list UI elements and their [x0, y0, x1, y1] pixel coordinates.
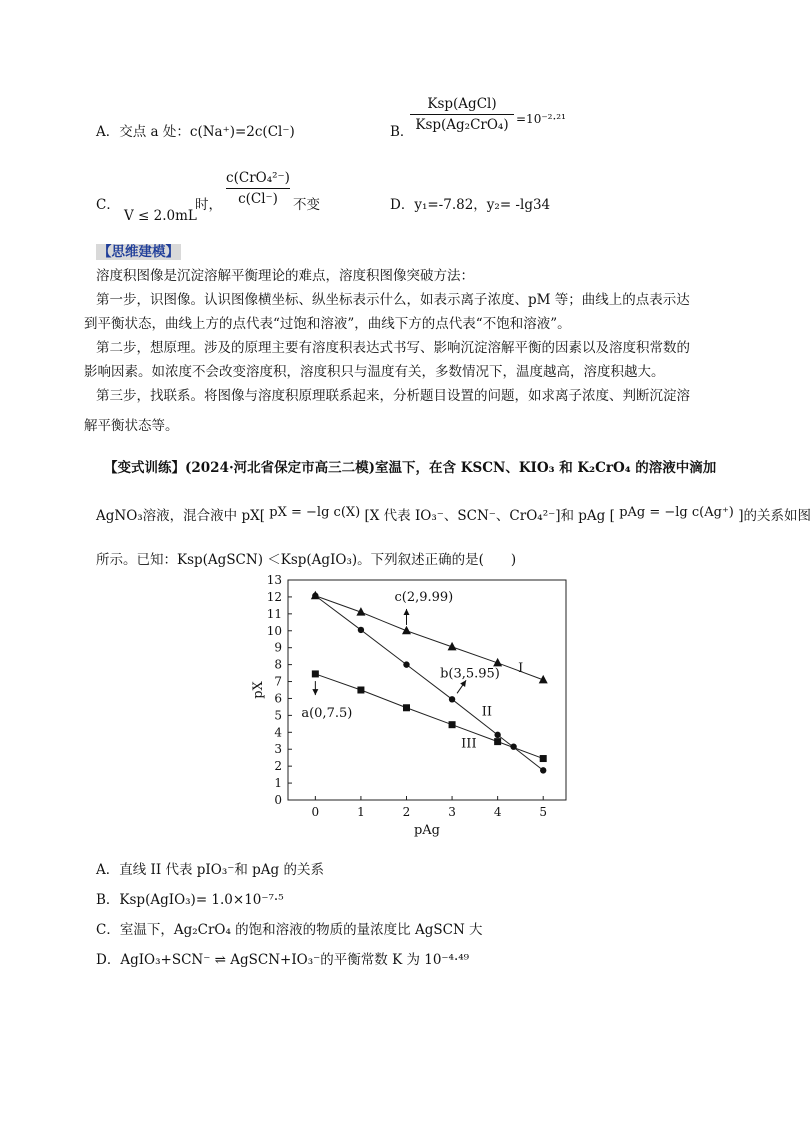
model-line: 到平衡状态，曲线上方的点代表“过饱和溶液”，曲线下方的点代表“不饱和溶液”。: [84, 316, 571, 332]
data-point-III: [540, 755, 547, 762]
option-b-numerator: Ksp(AgCl): [427, 96, 497, 112]
model-line: 第一步，识图像。认识图像横坐标、纵坐标表示什么，如表示离子浓度、pM 等；曲线上的点表示达: [96, 292, 690, 308]
px-formula: pX = −lg c(X): [269, 505, 361, 520]
model-line: 第三步，找联系。将图像与溶度积原理联系起来，分析题目设置的问题，如求离子浓度、判断沉淀溶: [96, 388, 690, 404]
plot-frame: [288, 580, 566, 800]
annotation-label: a(0,7.5): [301, 706, 353, 722]
data-point-extra: [510, 743, 516, 749]
x-tick-label: 2: [402, 805, 411, 819]
annotation-label: c(2,9.99): [394, 589, 454, 605]
answer-b: B．Ksp(AgIO₃)= 1.0×10⁻⁷·⁵: [96, 892, 284, 908]
model-line: 解平衡状态等。: [84, 418, 179, 434]
option-c-label: C．: [96, 197, 120, 213]
data-point-III: [403, 704, 410, 711]
x-tick-label: 3: [448, 805, 456, 819]
y-tick-label: 5: [274, 708, 282, 723]
option-c-condition: V ≤ 2.0mL: [124, 208, 197, 224]
data-point-II: [540, 767, 546, 773]
x-tick-label: 1: [357, 805, 365, 819]
y-axis-label: pX: [251, 681, 266, 699]
y-tick-label: 10: [266, 623, 282, 638]
option-b-denominator: Ksp(Ag₂CrO₄): [415, 117, 509, 133]
x-tick-label: 0: [311, 805, 320, 819]
model-line: 第二步，想原理。涉及的原理主要有溶度积表达式书写、影响沉淀溶解平衡的因素以及溶度积常数的: [96, 340, 690, 356]
data-point-III: [357, 687, 364, 694]
series-line-II: [315, 596, 543, 771]
data-point-II: [449, 696, 455, 702]
y-tick-label: 13: [266, 573, 282, 587]
exercise-line-2b: [X 代表 IO₃⁻、SCN⁻、CrO₄²⁻]和 pAg [: [364, 508, 615, 524]
model-tag-text: 【思维建模】: [98, 244, 179, 260]
y-tick-label: 12: [266, 589, 282, 604]
line-label-I: I: [518, 661, 524, 677]
option-c-numerator: c(CrO₄²⁻): [226, 170, 290, 186]
answer-a: A．直线 II 代表 pIO₃⁻和 pAg 的关系: [96, 862, 324, 878]
y-tick-label: 6: [274, 691, 282, 706]
data-point-III: [494, 738, 501, 745]
x-tick-label: 5: [539, 805, 548, 819]
answer-d: D．AgIO₃+SCN⁻ ⇌ AgSCN+IO₃⁻的平衡常数 K 为 10⁻⁴·⁴⁹: [96, 952, 470, 968]
annotation-label: b(3,5.95): [440, 666, 500, 682]
model-line: 影响因素。如浓度不会改变溶度积，溶度积只与温度有关，多数情况下，温度越高，溶度积越大。: [84, 364, 665, 380]
option-d-top: D．y₁=-7.82，y₂= -lg34: [390, 197, 551, 213]
exercise-line-2a: AgNO₃溶液，混合液中 pX[: [96, 508, 265, 524]
exercise-line-3: 所示。已知：Ksp(AgSCN) ＜Ksp(AgIO₃)。下列叙述正确的是( ): [96, 552, 517, 568]
option-a-top: A．交点 a 处：c(Na⁺)=2c(Cl⁻): [96, 124, 295, 140]
y-tick-label: 0: [274, 793, 282, 807]
y-tick-label: 4: [274, 725, 282, 740]
y-tick-label: 8: [274, 657, 282, 672]
line-label-II: II: [481, 704, 492, 720]
data-point-II: [403, 661, 409, 667]
answer-c: C．室温下，Ag₂CrO₄ 的饱和溶液的物质的量浓度比 AgSCN 大: [96, 922, 483, 938]
data-point-II: [358, 627, 364, 633]
pag-formula: pAg = −lg c(Ag⁺): [619, 505, 734, 520]
y-tick-label: 1: [274, 776, 282, 791]
y-tick-label: 11: [266, 606, 282, 621]
data-point-III: [449, 721, 456, 728]
option-b-label: B．: [390, 124, 414, 140]
data-point-II: [494, 732, 500, 738]
exercise-line-1: 【变式训练】(2024·河北省保定市高三二模)室温下，在含 KSCN、KIO₃ 和 K₂CrO₄ 的溶液中滴加: [104, 460, 717, 476]
annotation-arrow-head: [312, 689, 318, 695]
y-tick-label: 9: [274, 640, 282, 655]
data-point-II: [312, 593, 318, 599]
annotation-arrow-head: [403, 609, 409, 615]
y-tick-label: 7: [274, 674, 282, 689]
x-tick-label: 4: [493, 805, 502, 819]
exercise-line-2c: ]的关系如图: [738, 508, 811, 524]
option-c-tail: 不变: [293, 197, 320, 213]
line-label-III: III: [461, 736, 477, 752]
y-tick-label: 3: [274, 742, 282, 757]
data-point-III: [312, 670, 319, 677]
option-c-denominator: c(Cl⁻): [238, 191, 278, 207]
series-line-I: [315, 596, 543, 680]
option-c-mid: 时，: [195, 197, 222, 213]
model-line: 溶度积图像是沉淀溶解平衡理论的难点，溶度积图像突破方法：: [96, 268, 474, 284]
y-tick-label: 2: [274, 759, 282, 774]
x-axis-label: pAg: [413, 823, 441, 838]
option-b-tail: =10⁻²·²¹: [516, 112, 566, 126]
